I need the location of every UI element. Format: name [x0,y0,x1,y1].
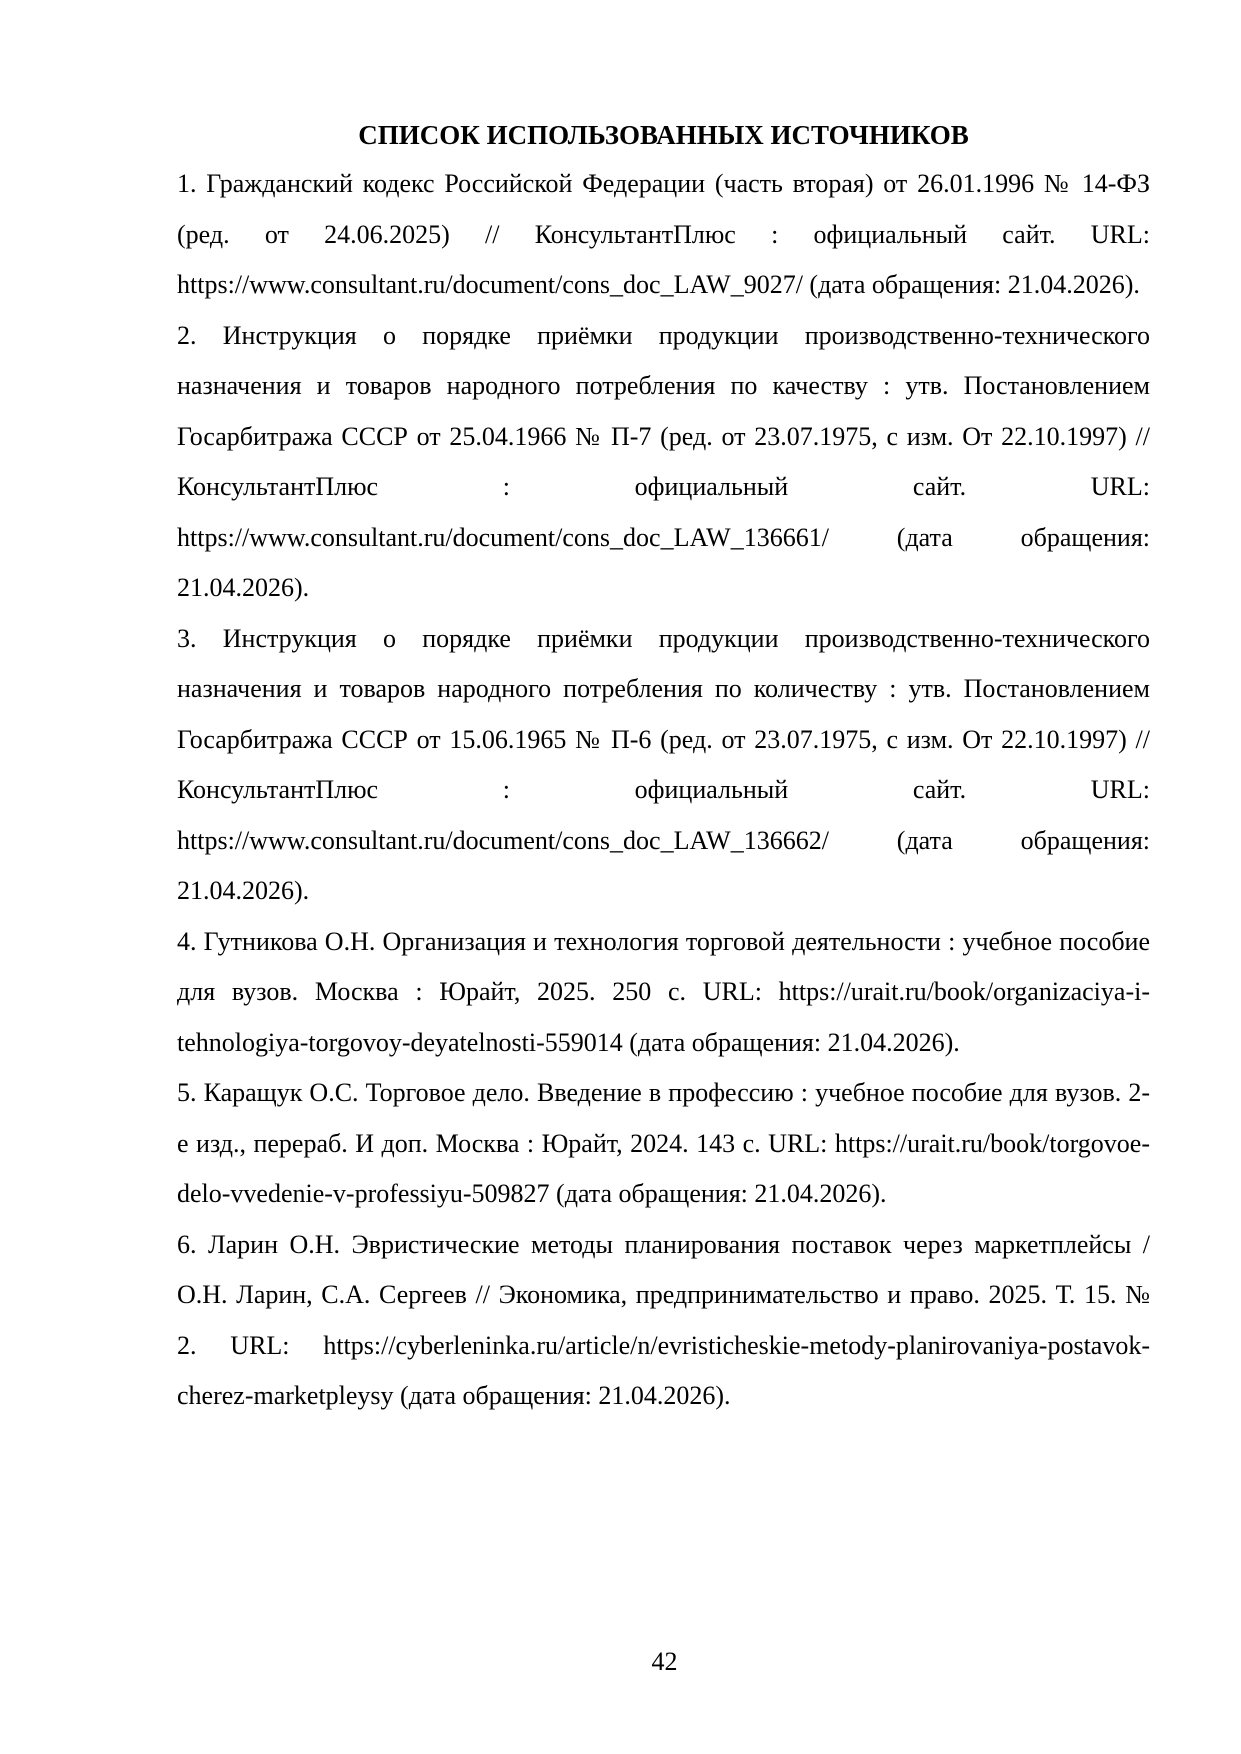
page-number: 42 [651,1647,678,1676]
reference-item-5: 5. Каращук О.С. Торговое дело. Введение в профессию : учебное пособие для вузов. 2-е изд., перераб. И доп. Москва : Юрайт, 2024. 143 с. URL: https://urait.ru/book/torgovoe-delo-vvedenie-v-professiyu-509827 (дата обращения: 21.04.2026). [177,1078,1150,1208]
reference-item-4: 4. Гутникова О.Н. Организация и технология торговой деятельности : учебное пособие для вузов. Москва : Юрайт, 2025. 250 с. URL: https://urait.ru/book/organizaciya-i-tehnologiya-torgovoy-deyatelnosti-559014 (дата обращения: 21.04.2026). [177,926,1150,1057]
references-heading: СПИСОК ИСПОЛЬЗОВАННЫХ ИСТОЧНИКОВ [358,120,969,150]
references-list [177,159,1150,1422]
reference-item-6: 6. Ларин О.Н. Эвристические методы планирования поставок через маркетплейсы / О.Н. Ларин, С.А. Сергеев // Экономика, предпринимательство и право. 2025. Т. 15. № 2. URL: https://cyberleninka.ru/article/n/evristicheskie-metody-planirovaniya-postavok-cherez-marketpleysy (дата обращения: 21.04.2026). [177,1229,1150,1410]
page-content [177,113,1150,1422]
reference-item-3: 3. Инструкция о порядке приёмки продукции производственно-технического назначения и товаров народного потребления по количеству : утв. Постановлением Госарбитража СССР от 15.06.1965 № П-6 (ред. от 23.07.1975, с изм. От 22.10.1997) // КонсультантПлюс : официальный сайт. URL: https://www.consultant.ru/document/cons_doc_LAW_136662/ (дата обращения: 21.04.2026). [177,623,1150,905]
reference-item-1: 1. Гражданский кодекс Российской Федерации (часть вторая) от 26.01.1996 № 14-ФЗ (ред. от 24.06.2025) // КонсультантПлюс : официальный сайт. URL: https://www.consultant.ru/document/cons_doc_LAW_9027/ (дата обращения: 21.04.2026). [177,169,1150,299]
reference-item-2: 2. Инструкция о порядке приёмки продукции производственно-технического назначения и товаров народного потребления по качеству : утв. Постановлением Госарбитража СССР от 25.04.1966 № П-7 (ред. от 23.07.1975, с изм. От 22.10.1997) // КонсультантПлюс : официальный сайт. URL: https://www.consultant.ru/document/cons_doc_LAW_136661/ (дата обращения: 21.04.2026). [177,320,1150,602]
